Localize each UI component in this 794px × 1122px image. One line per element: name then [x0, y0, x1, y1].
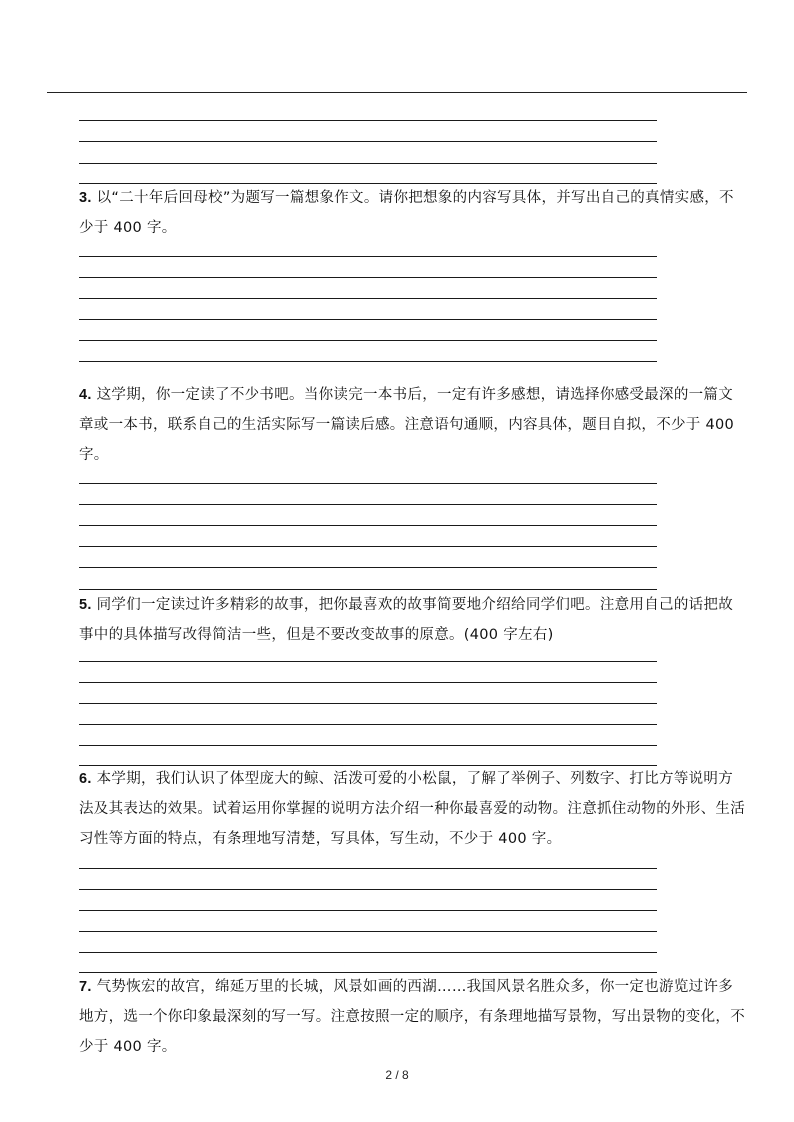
answer-line: [79, 682, 657, 683]
question-text: 同学们一定读过许多精彩的故事，把你最喜欢的故事简要地介绍给同学们吧。注意用自己的话把故事中的具体描写改得简洁一些，但是不要改变故事的原意。(400 字左右): [79, 597, 734, 643]
answer-line: [79, 504, 657, 505]
answer-line: [79, 319, 657, 320]
answer-line: [79, 567, 657, 568]
answer-line: [79, 703, 657, 704]
question-6: [79, 764, 747, 854]
answer-line: [79, 910, 657, 911]
answer-line: [79, 298, 657, 299]
question-number: 7.: [79, 979, 92, 995]
answer-line: [79, 120, 657, 121]
question-3: [79, 183, 747, 243]
question-4: [79, 380, 747, 470]
question-5: [79, 590, 747, 650]
question-text: 以“二十年后回母校”为题写一篇想象作文。请你把想象的内容写具体，并写出自己的真情实感，不少于 400 字。: [79, 190, 734, 236]
answer-line: [79, 952, 657, 953]
question-text: 本学期，我们认识了体型庞大的鲸、活泼可爱的小松鼠，了解了举例子、列数字、打比方等说明方法及其表达的效果。试着运用你掌握的说明方法介绍一种你最喜爱的动物。注意抓住动物的外形、生活习性等方面的特点，有条理地写清楚，写具体，写生动，不少于 400 字。: [79, 771, 745, 847]
question-number: 3.: [79, 190, 92, 206]
question-number: 6.: [79, 771, 92, 787]
answer-line: [79, 724, 657, 725]
answer-line: [79, 525, 657, 526]
answer-line: [79, 483, 657, 484]
question-number: 4.: [79, 387, 92, 403]
answer-line: [79, 141, 657, 142]
question-7: [79, 972, 747, 1062]
answer-line: [79, 163, 657, 164]
answer-line: [79, 661, 657, 662]
answer-line: [79, 745, 657, 746]
answer-line: [79, 340, 657, 341]
answer-line: [79, 546, 657, 547]
answer-line: [79, 256, 657, 257]
question-text: 这学期，你一定读了不少书吧。当你读完一本书后，一定有许多感想，请选择你感受最深的一篇文章或一本书，联系自己的生活实际写一篇读后感。注意语句通顺，内容具体，题目自拟，不少于 400 字。: [79, 387, 735, 463]
page-top-rule: [47, 92, 747, 93]
question-text: 气势恢宏的故宫，绵延万里的长城，风景如画的西湖……我国风景名胜众多，你一定也游览过许多地方，选一个你印象最深刻的写一写。注意按照一定的顺序，有条理地描写景物，写出景物的变化，不少于 400 字。: [79, 979, 745, 1055]
answer-line: [79, 361, 657, 362]
answer-line: [79, 868, 657, 869]
page-number: 2 / 8: [385, 1068, 409, 1082]
answer-line: [79, 889, 657, 890]
answer-line: [79, 931, 657, 932]
answer-line: [79, 277, 657, 278]
question-number: 5.: [79, 597, 92, 613]
